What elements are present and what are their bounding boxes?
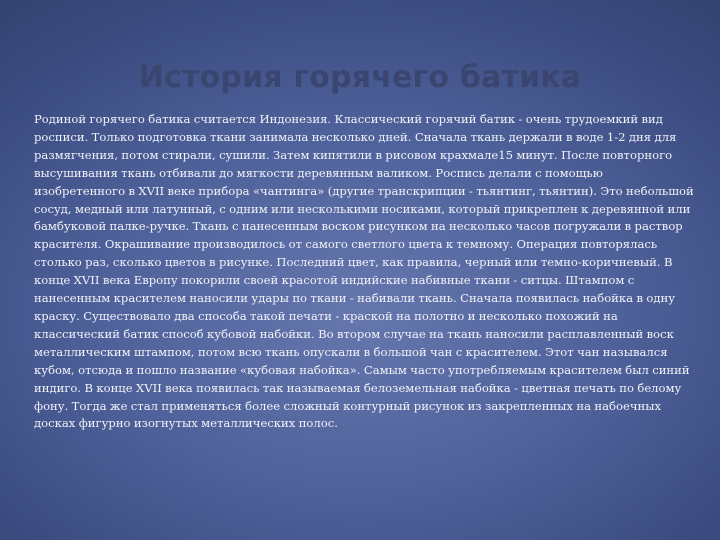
slide-title: История горячего батика <box>138 60 582 95</box>
slide-body-text: Родиной горячего батика считается Индонезия. Классический горячий батик - очень трудоемкий вид росписи. Только подготовка ткани занимала несколько дней. Сначала ткань держали в воде 1-2 дня для размягчения, потом стирали, сушили. Затем кипятили в рисовом крахмале15 минут. После повторного высушивания ткань отбивали до мягкости деревянным валиком. Роспись делали с помощью изобретенного в XVII веке прибора «чантинга» (другие транскрипции - тьянтинг, тьянтин). Это небольшой сосуд, медный или латунный, с одним или несколькими носиками, который прикреплен к деревянной или бамбуковой палке-ручке. Ткань с нанесенным воском рисунком на несколько часов погружали в раствор красителя. Окрашивание производилось от самого светлого цвета к темному. Операция повторялась столько раз, сколько цветов в рисунке. Последний цвет, как правила, черный или темно-коричневый. В конце XVII века Европу покорили своей красотой индийские набивные ткани - ситцы. Штампом с нанесенным красителем наносили удары по ткани - набивали ткань. Сначала появилась набойка в одну краску. Существовало два способа такой печати - краской на полотно и несколько похожий на классический батик способ кубовой набойки. Во втором случае на ткань наносили расплавленный воск металлическим штампом, потом всю ткань опускали в большой чан с красителем. Этот чан назывался кубом, отсюда и пошло название «кубовая набойка». Самым часто употребляемым красителем был синий индиго. В конце XVII века появилась так называемая белоземельная набойка - цветная печать по белому фону. Тогда же стал применяться более сложный контурный рисунок из закрепленных на набоечных досках фигурно изогнутых металлических полос. <box>34 112 694 431</box>
